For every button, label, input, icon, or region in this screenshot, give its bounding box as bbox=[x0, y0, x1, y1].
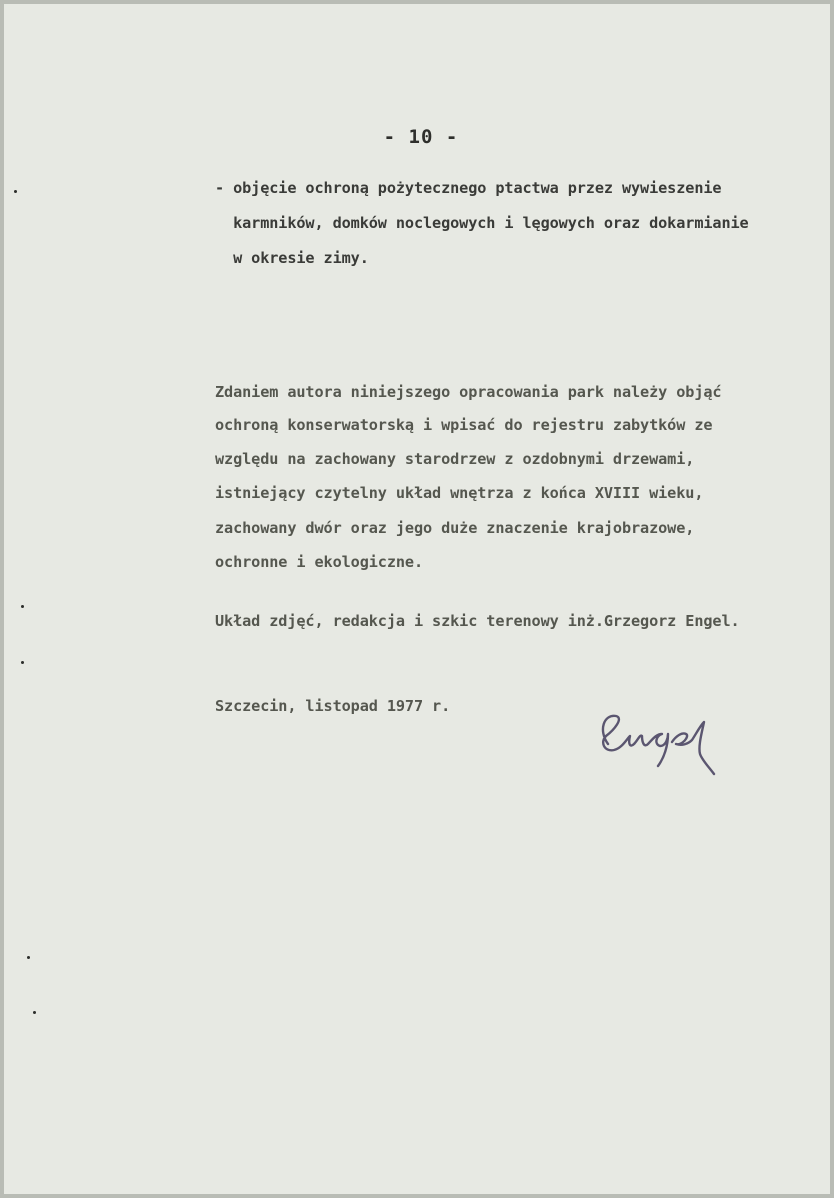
paragraph-2-line-3: względu na zachowany starodrzew z ozdobnymi drzewami, bbox=[215, 450, 695, 468]
margin-punch-mark bbox=[14, 190, 17, 193]
margin-punch-mark bbox=[21, 605, 24, 608]
credits-line: Układ zdjęć, redakcja i szkic terenowy inż.Grzegorz Engel. bbox=[215, 612, 740, 630]
paragraph-2-line-2: ochroną konserwatorską i wpisać do rejestru zabytków ze bbox=[215, 416, 713, 434]
paragraph-1-line-1: - objęcie ochroną pożytecznego ptactwa przez wywieszenie bbox=[215, 179, 722, 197]
paragraph-2-line-1: Zdaniem autora niniejszego opracowania park należy objąć bbox=[215, 383, 722, 401]
margin-punch-mark bbox=[27, 956, 30, 959]
handwritten-signature bbox=[590, 700, 730, 780]
place-date-line: Szczecin, listopad 1977 r. bbox=[215, 697, 451, 715]
paragraph-1-line-2: karmników, domków noclegowych i lęgowych oraz dokarmianie bbox=[215, 214, 749, 232]
paragraph-2-line-6: ochronne i ekologiczne. bbox=[215, 553, 424, 571]
page-number: - 10 - bbox=[383, 126, 459, 148]
paragraph-2-line-5: zachowany dwór oraz jego duże znaczenie krajobrazowe, bbox=[215, 519, 695, 537]
paragraph-2-line-4: istniejący czytelny układ wnętrza z końca XVIII wieku, bbox=[215, 484, 704, 502]
margin-punch-mark bbox=[21, 661, 24, 664]
paragraph-1-line-3: w okresie zimy. bbox=[215, 249, 369, 267]
margin-punch-mark bbox=[33, 1011, 36, 1014]
